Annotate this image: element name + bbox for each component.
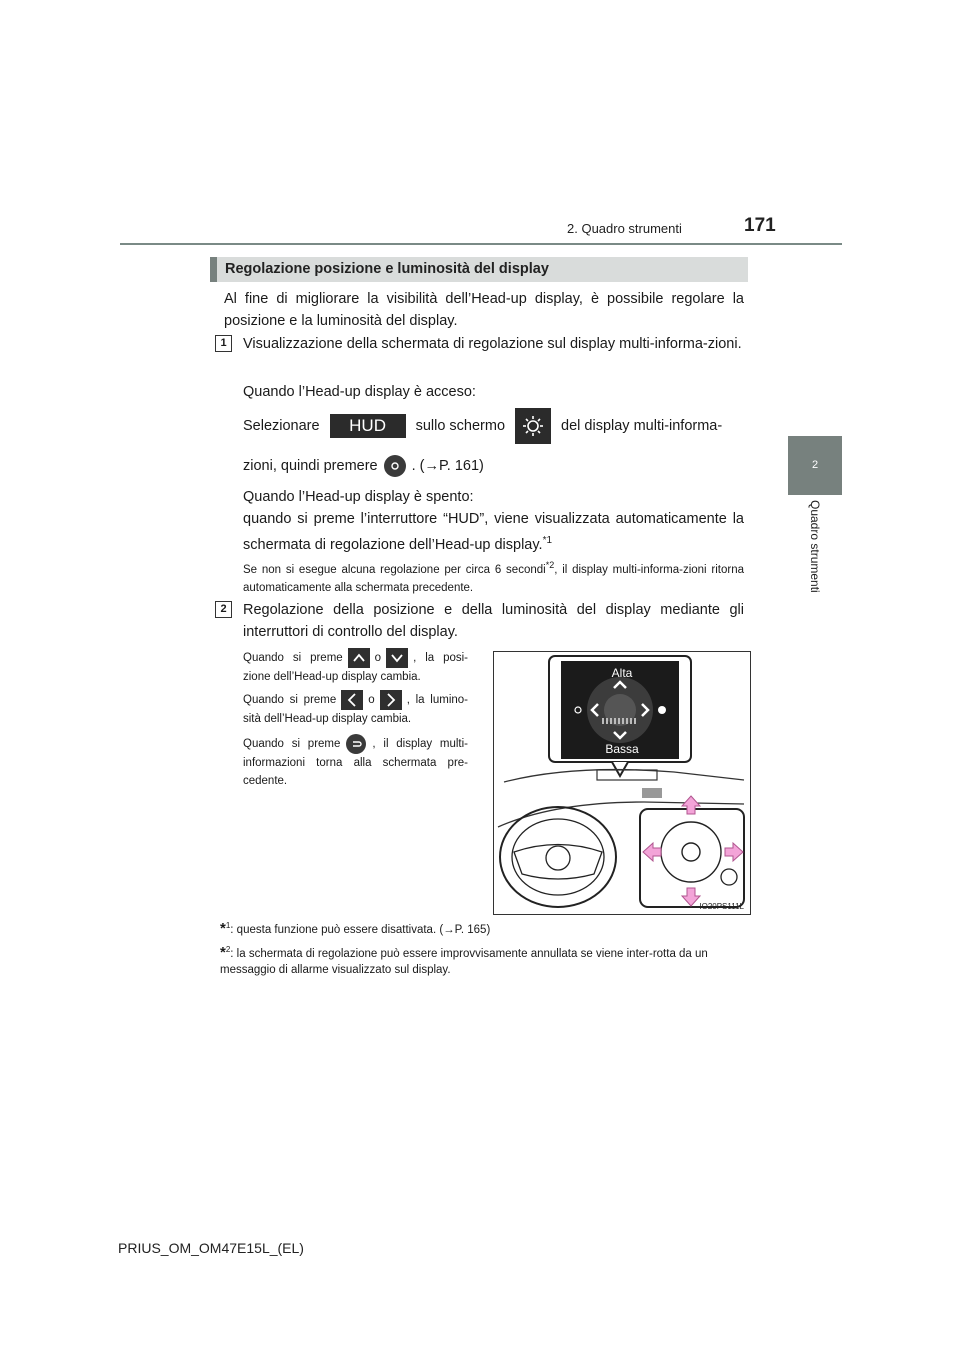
back-button-icon [346,734,366,754]
note3-b: , il display multi-informazioni torna alla schermata pre-cedente. [243,738,468,787]
hud-button: HUD [330,414,406,438]
note2-o: o [368,694,375,707]
step-1-number: 1 [215,335,232,352]
section-heading [210,257,748,282]
figure-label-top: Alta [611,666,633,680]
dashboard-illustration [493,651,751,915]
note-text-a: Se non si esegue alcuna regolazione per circa 6 secondi [243,563,546,576]
chevron-right-icon [380,690,402,710]
chapter-label [788,500,842,620]
footnote-1-text: : questa funzione può essere disattivata. (→P. 165) [230,923,491,936]
select-text-e: . (→P. 161) [411,458,484,474]
note-text-b: , il display multi-informa-zioni ritorna automaticamente alla schermata precedente. [243,563,744,594]
footnote-2-sup: 2 [225,945,231,954]
note2-a: Quando si preme [243,694,337,707]
section-heading-bar [210,257,217,282]
step-2-text: Regolazione della posizione e della luminosità del display mediante gli interruttori di controllo del display. [243,602,744,640]
note1-o: o [374,652,382,665]
step-1-when-on: Quando l’Head-up display è acceso: [243,384,476,400]
settings-gear-icon [515,408,551,444]
document-footer: PRIUS_OM_OM47E15L_(EL) [118,1240,304,1256]
chapter-label-text: Quadro strumenti [808,500,822,593]
step-2-note-brightness [243,690,468,728]
footnote-2-mark: * [220,943,226,961]
step-1-off-text [243,508,744,556]
select-text-c: del display multi-informa- [561,417,723,434]
header-section-title: 2. Quadro strumenti [567,221,682,236]
select-text-d: zioni, quindi premere [243,458,378,474]
footnote-1-mark: * [220,919,226,937]
header-divider [120,243,842,245]
note1-a: Quando si preme [243,652,343,665]
intro-paragraph: Al fine di migliorare la visibilità dell’Head-up display, è possibile regolare la posizione e la luminosità del display. [224,291,744,329]
note-footnote-ref: *2 [545,560,555,570]
ok-button-icon [384,455,406,477]
dashboard-drawing [494,652,750,914]
footnote-1 [220,918,490,938]
step-2-note-back [243,734,468,790]
note2-b: , la lumino-sità dell’Head-up display cambia. [243,694,468,725]
off-text: quando si preme l’interruttore “HUD”, viene visualizzata automaticamente la schermata di regolazione dell’Head-up display. [243,511,744,553]
step-2-number: 2 [215,601,232,618]
chevron-left-icon [341,690,363,710]
footnote-2-text: : la schermata di regolazione può essere improvvisamente annullata se viene inter-rotta da un messaggio di allarme visualizzato sul display. [220,947,708,976]
step-1-select-line [243,408,744,444]
select-text-b: sullo schermo [415,417,506,434]
chapter-tab: 2 [788,436,842,495]
step-1-press-line [243,455,744,477]
chevron-up-icon [348,648,370,668]
off-footnote-ref: *1 [542,535,553,546]
note1-b: , la posi-zione dell’Head-up display cambia. [243,652,468,683]
step-1-text: Visualizzazione della schermata di regolazione sul display multi-informa-zioni. [243,336,742,352]
footnote-1-sup: 1 [225,921,231,930]
footnote-2 [220,942,748,978]
chevron-down-icon [386,648,408,668]
step-2-note-position [243,648,468,686]
select-text-a: Selezionare [243,417,320,434]
step-1-when-off: Quando l’Head-up display è spento: [243,489,474,505]
page-number: 171 [744,215,776,236]
figure-code: IO20PS111L [699,902,744,911]
step-1-note [243,556,744,597]
section-heading-text: Regolazione posizione e luminosità del display [225,261,549,277]
note3-a: Quando si preme [243,738,341,751]
figure-label-bottom: Bassa [605,742,639,756]
